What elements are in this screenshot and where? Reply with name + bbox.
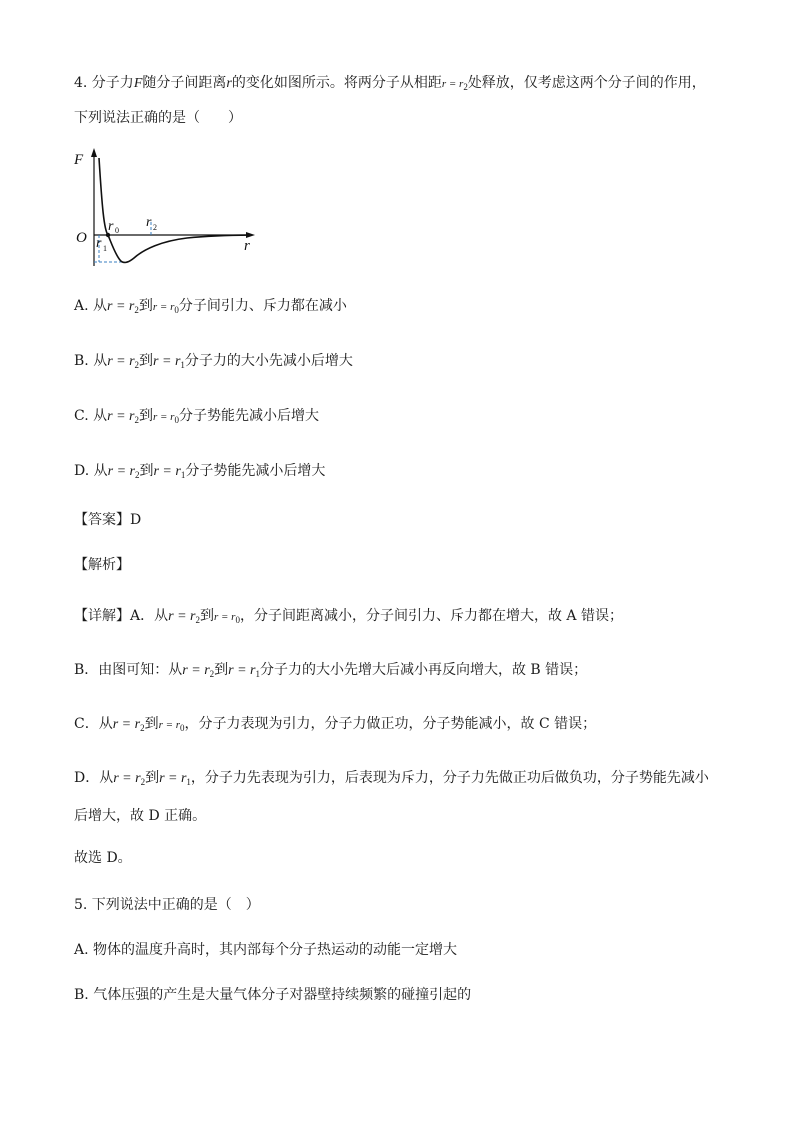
analysis-label: 【解析】 xyxy=(74,557,130,573)
detail-c: C．从$r = r_2$到$r = r_0$，分子力表现为引力，分子力做正功，分子势能减小，故 C 错误； xyxy=(74,716,597,733)
r2-label: r xyxy=(146,215,152,230)
r1-label: r xyxy=(96,236,102,251)
detail-d: D．从$r = r_2$到$r = r_1$，分子力先表现为引力，后表现为斥力，分子力先做正功后做负功，分子势能先减小 xyxy=(74,770,709,787)
r0-label: r xyxy=(108,219,114,234)
f-axis-arrow xyxy=(91,148,97,157)
r0-sub: 0 xyxy=(115,226,119,235)
q5-option-a: A. 物体的温度升高时，其内部每个分子热运动的动能一定增大 xyxy=(74,942,458,958)
r2-sub: 2 xyxy=(153,223,157,232)
origin-label: O xyxy=(76,230,87,246)
answer-label: 【答案】D xyxy=(74,512,142,528)
r1-sub: 1 xyxy=(103,244,107,253)
conclusion: 故选 D。 xyxy=(74,850,132,866)
q5-option-b: B. 气体压强的产生是大量气体分子对器壁持续频繁的碰撞引起的 xyxy=(74,987,472,1003)
q4-option-d: D. 从$r = r_2$到$r = r_1$分子势能先减小后增大 xyxy=(74,463,326,480)
f-axis-label: F xyxy=(74,152,84,168)
q5-stem: 5. 下列说法中正确的是（ ） xyxy=(74,897,260,913)
detail-d-continued: 后增大，故 D 正确。 xyxy=(74,808,207,824)
q4-option-c: C. 从$r = r_2$到$r = r_0$分子势能先减小后增大 xyxy=(74,408,319,425)
q4-option-a: A. 从$r = r_2$到$r = r_0$分子间引力、斥力都在减小 xyxy=(74,298,347,315)
r-axis-label: r xyxy=(244,238,250,254)
detail-b: B．由图可知：从$r = r_2$到$r = r_1$分子力的大小先增大后减小再反向增大，故 B 错误； xyxy=(74,662,588,679)
q4-option-b: B. 从$r = r_2$到$r = r_1$分子力的大小先减小后增大 xyxy=(74,353,353,370)
q4-stem-line2: 下列说法正确的是（ ） xyxy=(74,110,242,126)
force-distance-graph xyxy=(72,146,262,272)
q4-stem-line1: 4. 分子力F随分子间距离r的变化如图所示。将两分子从相距$r = r_2$处释放，仅考虑这两个分子间的作用， xyxy=(74,75,706,92)
detail-a: 【详解】A．从$r = r_2$到$r = r_0$，分子间距离减小，分子间引力、斥力都在增大，故 A 错误； xyxy=(74,608,623,625)
force-curve xyxy=(99,158,250,262)
